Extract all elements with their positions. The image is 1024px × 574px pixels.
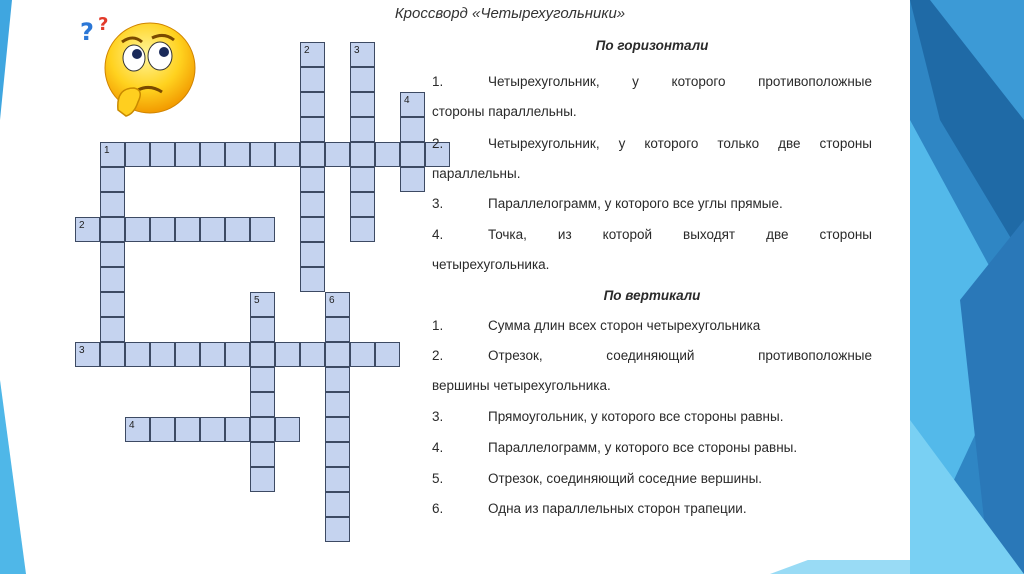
crossword-cell[interactable]: [350, 117, 375, 142]
crossword-cell[interactable]: [300, 267, 325, 292]
crossword-number: 6: [329, 295, 335, 306]
crossword-cell[interactable]: [250, 217, 275, 242]
crossword-cell[interactable]: [300, 142, 325, 167]
crossword-cell[interactable]: [200, 142, 225, 167]
horizontal-heading: По горизонтали: [595, 38, 709, 53]
crossword-cell[interactable]: [175, 217, 200, 242]
crossword-cell[interactable]: [100, 342, 125, 367]
crossword-cell[interactable]: [300, 167, 325, 192]
crossword-cell[interactable]: [325, 367, 350, 392]
crossword-cell[interactable]: [250, 442, 275, 467]
crossword-cell[interactable]: [350, 142, 375, 167]
crossword-cell[interactable]: [150, 217, 175, 242]
crossword-cell[interactable]: [350, 342, 375, 367]
crossword-cell[interactable]: [300, 117, 325, 142]
crossword-cell[interactable]: [200, 342, 225, 367]
crossword-cell[interactable]: [350, 67, 375, 92]
crossword-cell[interactable]: [125, 217, 150, 242]
crossword-cell[interactable]: [250, 142, 275, 167]
horizontal-clue-4-cont: четырехугольника.: [432, 257, 550, 272]
crossword-cell[interactable]: [350, 92, 375, 117]
crossword-cell[interactable]: [175, 342, 200, 367]
crossword-cell[interactable]: [175, 417, 200, 442]
crossword-cell[interactable]: [300, 242, 325, 267]
crossword-cell[interactable]: [300, 67, 325, 92]
crossword-cell[interactable]: [150, 142, 175, 167]
vertical-clue-2-cont: вершины четырехугольника.: [432, 378, 611, 393]
crossword-cell[interactable]: [400, 142, 425, 167]
crossword-number: 3: [354, 45, 360, 56]
crossword-cell[interactable]: [250, 342, 275, 367]
crossword-cell[interactable]: [325, 342, 350, 367]
crossword-cell[interactable]: [350, 192, 375, 217]
crossword-cell[interactable]: [325, 142, 350, 167]
crossword-cell[interactable]: [350, 167, 375, 192]
crossword-cell[interactable]: [350, 217, 375, 242]
crossword-cell[interactable]: [300, 192, 325, 217]
crossword-cell[interactable]: [100, 192, 125, 217]
crossword-cell[interactable]: [300, 217, 325, 242]
crossword-cell[interactable]: [375, 342, 400, 367]
crossword-cell[interactable]: [175, 142, 200, 167]
crossword-cell[interactable]: [250, 392, 275, 417]
crossword-cell[interactable]: [275, 142, 300, 167]
crossword-cell[interactable]: [275, 417, 300, 442]
crossword-number: 2: [79, 220, 85, 231]
crossword-cell[interactable]: [200, 217, 225, 242]
slide-page: [30, 0, 910, 560]
crossword-cell[interactable]: [225, 417, 250, 442]
crossword-cell[interactable]: [225, 142, 250, 167]
crossword-cell[interactable]: [325, 317, 350, 342]
crossword-cell[interactable]: [250, 467, 275, 492]
question-mark-red: ?: [98, 14, 109, 35]
horizontal-clue-4: 4. Точка, из которой выходят две стороны: [432, 227, 872, 242]
crossword-number: 1: [104, 145, 110, 156]
crossword-number: 5: [254, 295, 260, 306]
vertical-clue-2: 2. Отрезок, соединяющий противоположные: [432, 348, 872, 363]
vertical-clue-4: 4. Параллелограмм, у которого все стороны равны.: [432, 440, 798, 455]
crossword-cell[interactable]: [100, 167, 125, 192]
crossword-cell[interactable]: [375, 142, 400, 167]
crossword-cell[interactable]: [150, 417, 175, 442]
crossword-cell[interactable]: [275, 342, 300, 367]
crossword-cell[interactable]: [250, 417, 275, 442]
crossword-cell[interactable]: [100, 267, 125, 292]
crossword-number: 3: [79, 345, 85, 356]
crossword-number: 4: [129, 420, 135, 431]
page-title: Кроссворд «Четырехугольники»: [394, 5, 626, 22]
crossword-cell[interactable]: [225, 217, 250, 242]
horizontal-clue-3: 3. Параллелограмм, у которого все углы прямые.: [432, 196, 783, 211]
horizontal-clue-2: 2. Четырехугольник, у которого только две стороны: [432, 136, 872, 151]
horizontal-clue-1-cont: стороны параллельны.: [432, 104, 577, 119]
crossword-cell[interactable]: [300, 342, 325, 367]
horizontal-clue-2-cont: параллельны.: [432, 166, 521, 181]
vertical-heading: По вертикали: [603, 288, 701, 303]
crossword-cell[interactable]: [100, 292, 125, 317]
crossword-cell[interactable]: [325, 517, 350, 542]
crossword-cell[interactable]: [300, 92, 325, 117]
crossword-cell[interactable]: [125, 142, 150, 167]
crossword-cell[interactable]: [400, 167, 425, 192]
crossword-cell[interactable]: [200, 417, 225, 442]
crossword-cell[interactable]: [250, 367, 275, 392]
crossword-cell[interactable]: [400, 117, 425, 142]
vertical-clue-5: 5. Отрезок, соединяющий соседние вершины.: [432, 471, 763, 486]
crossword-cell[interactable]: [100, 317, 125, 342]
vertical-clue-3: 3. Прямоугольник, у которого все стороны равны.: [432, 409, 784, 424]
question-marks-icon: ?: [80, 18, 94, 46]
crossword-cell[interactable]: [100, 217, 125, 242]
crossword-cell[interactable]: [325, 392, 350, 417]
crossword-cell[interactable]: [325, 442, 350, 467]
crossword-cell[interactable]: [150, 342, 175, 367]
crossword-cell[interactable]: [325, 467, 350, 492]
crossword-number: 2: [304, 45, 310, 56]
crossword-number: 4: [404, 95, 410, 106]
horizontal-clue-1: 1. Четырехугольник, у которого противоположные: [432, 74, 872, 89]
crossword-cell[interactable]: [100, 242, 125, 267]
crossword-cell[interactable]: [125, 342, 150, 367]
crossword-cell[interactable]: [325, 417, 350, 442]
vertical-clue-6: 6. Одна из параллельных сторон трапеции.: [432, 501, 747, 516]
vertical-clue-1: 1. Сумма длин всех сторон четырехугольника: [432, 318, 761, 333]
crossword-cell[interactable]: [225, 342, 250, 367]
crossword-cell[interactable]: [250, 317, 275, 342]
crossword-cell[interactable]: [325, 492, 350, 517]
